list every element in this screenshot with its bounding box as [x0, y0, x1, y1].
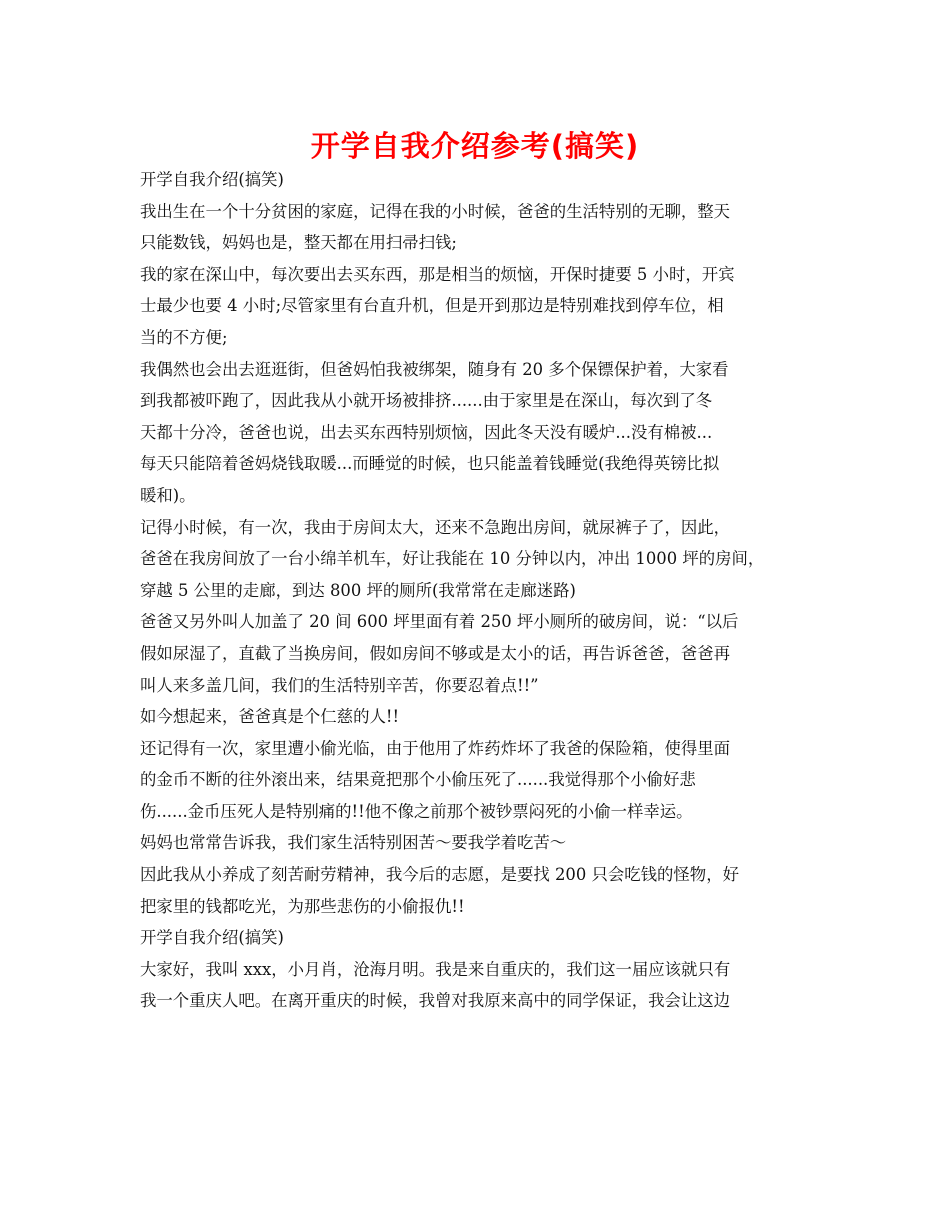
- text-line: 到我都被吓跑了，因此我从小就开场被排挤......由于家里是在深山，每次到了冬: [140, 391, 713, 411]
- text-line: 还记得有一次，家里遭小偷光临，由于他用了炸药炸坏了我爸的保险箱，使得里面: [140, 738, 731, 758]
- text-line: 大家好，我叫 xxx，小月肖，沧海月明。我是来自重庆的，我们这一届应该就只有: [140, 959, 731, 979]
- text-line: 士最少也要 4 小时;尽管家里有台直升机，但是开到那边是特别难找到停车位，相: [140, 296, 724, 316]
- text-line: 开学自我介绍(搞笑): [140, 170, 284, 189]
- text-line: 只能数钱，妈妈也是，整天都在用扫帚扫钱;: [140, 233, 457, 253]
- text-line: 假如尿湿了，直截了当换房间，假如房间不够或是太小的话，再告诉爸爸，爸爸再: [140, 643, 731, 663]
- text-line: 暖和)。: [140, 485, 196, 505]
- text-line: 当的不方便;: [140, 327, 228, 347]
- text-line: 我偶然也会出去逛逛街，但爸妈怕我被绑架，随身有 20 多个保镖保护着，大家看: [140, 359, 729, 379]
- text-line: 爸爸又另外叫人加盖了 20 间 600 坪里面有着 250 坪小厕所的破房间，说：“以后: [140, 612, 739, 632]
- text-line: 天都十分冷，爸爸也说，出去买东西特别烦恼，因此冬天没有暖炉...没有棉被...: [140, 422, 713, 442]
- text-line: 因此我从小养成了刻苦耐劳精神，我今后的志愿，是要找 200 只会吃钱的怪物，好: [140, 865, 739, 885]
- text-line: 伤......金币压死人是特别痛的!!他不像之前那个被钞票闷死的小偷一样幸运。: [140, 801, 693, 821]
- document-body: [140, 164, 820, 1017]
- text-line: 的金币不断的往外滚出来，结果竟把那个小偷压死了......我觉得那个小偷好悲: [140, 770, 696, 790]
- text-line: 把家里的钱都吃光，为那些悲伤的小偷报仇!!: [140, 896, 465, 916]
- text-line: 爸爸在我房间放了一台小绵羊机车，好让我能在 10 分钟以内，冲出 1000 坪的房间，: [140, 549, 765, 569]
- text-line: 每天只能陪着爸妈烧钱取暖...而睡觉的时候，也只能盖着钱睡觉(我绝得英镑比拟: [140, 454, 720, 474]
- text-line: 我出生在一个十分贫困的家庭，记得在我的小时候，爸爸的生活特别的无聊，整天: [140, 201, 731, 221]
- text-line: 记得小时候，有一次，我由于房间太大，还来不急跑出房间，就尿裤子了，因此，: [140, 517, 731, 537]
- text-line: 穿越 5 公里的走廊，到达 800 坪的厕所(我常常在走廊迷路): [140, 580, 576, 600]
- text-line: 叫人来多盖几间，我们的生活特别辛苦，你要忍着点!!”: [140, 675, 539, 695]
- text-line: 我的家在深山中，每次要出去买东西，那是相当的烦恼，开保时捷要 5 小时，开宾: [140, 264, 735, 284]
- text-line: 我一个重庆人吧。在离开重庆的时候，我曾对我原来高中的同学保证，我会让这边: [140, 991, 731, 1011]
- text-line: 如今想起来，爸爸真是个仁慈的人!!: [140, 707, 400, 727]
- text-line: 妈妈也常常告诉我，我们家生活特别困苦～要我学着吃苦～: [140, 833, 567, 853]
- text-line: 开学自我介绍(搞笑): [140, 928, 284, 948]
- document-title: 开学自我介绍参考(搞笑): [310, 129, 640, 163]
